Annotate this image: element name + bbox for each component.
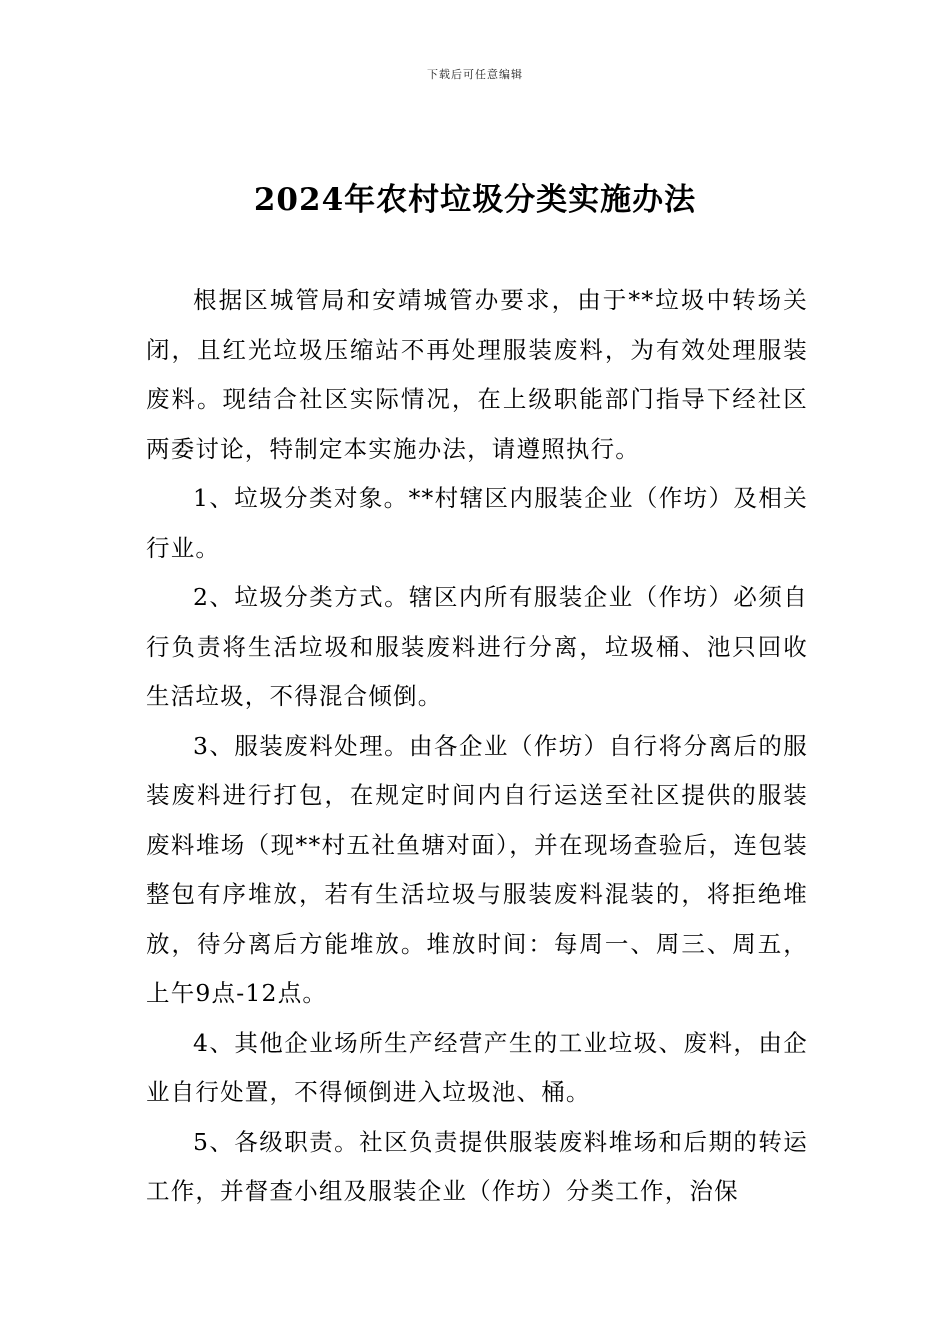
document-title: 2024年农村垃圾分类实施办法 — [253, 182, 697, 218]
paragraph-item-2: 2、垃圾分类方式。辖区内所有服装企业（作坊）必须自行负责将生活垃圾和服装废料进行分离，垃圾桶、池只回收生活垃圾，不得混合倾倒。 — [146, 583, 808, 710]
paragraph-item-5: 5、各级职责。社区负责提供服装废料堆场和后期的转运工作，并督查小组及服装企业（作坊）分类工作，治保 — [146, 1127, 808, 1205]
paragraph-item-3: 3、服装废料处理。由各企业（作坊）自行将分离后的服装废料进行打包，在规定时间内自行运送至社区提供的服装废料堆场（现**村五社鱼塘对面），并在现场查验后，连包装整包有序堆放，若有生活垃圾与服装废料混装的，将拒绝堆放，待分离后方能堆放。堆放时间：每周一、周三、周五，上午9点-12点。 — [146, 731, 808, 1007]
header-note: 下载后可任意编辑 — [427, 68, 523, 81]
document-body — [146, 276, 808, 1217]
paragraph-intro: 根据区城管局和安靖城管办要求，由于**垃圾中转场关闭，且红光垃圾压缩站不再处理服装废料，为有效处理服装废料。现结合社区实际情况，在上级职能部门指导下经社区两委讨论，特制定本实施办法，请遵照执行。 — [146, 286, 808, 463]
paragraph-item-1: 1、垃圾分类对象。**村辖区内服装企业（作坊）及相关行业。 — [146, 484, 808, 562]
paragraph-item-4: 4、其他企业场所生产经营产生的工业垃圾、废料，由企业自行处置，不得倾倒进入垃圾池、桶。 — [146, 1028, 808, 1106]
